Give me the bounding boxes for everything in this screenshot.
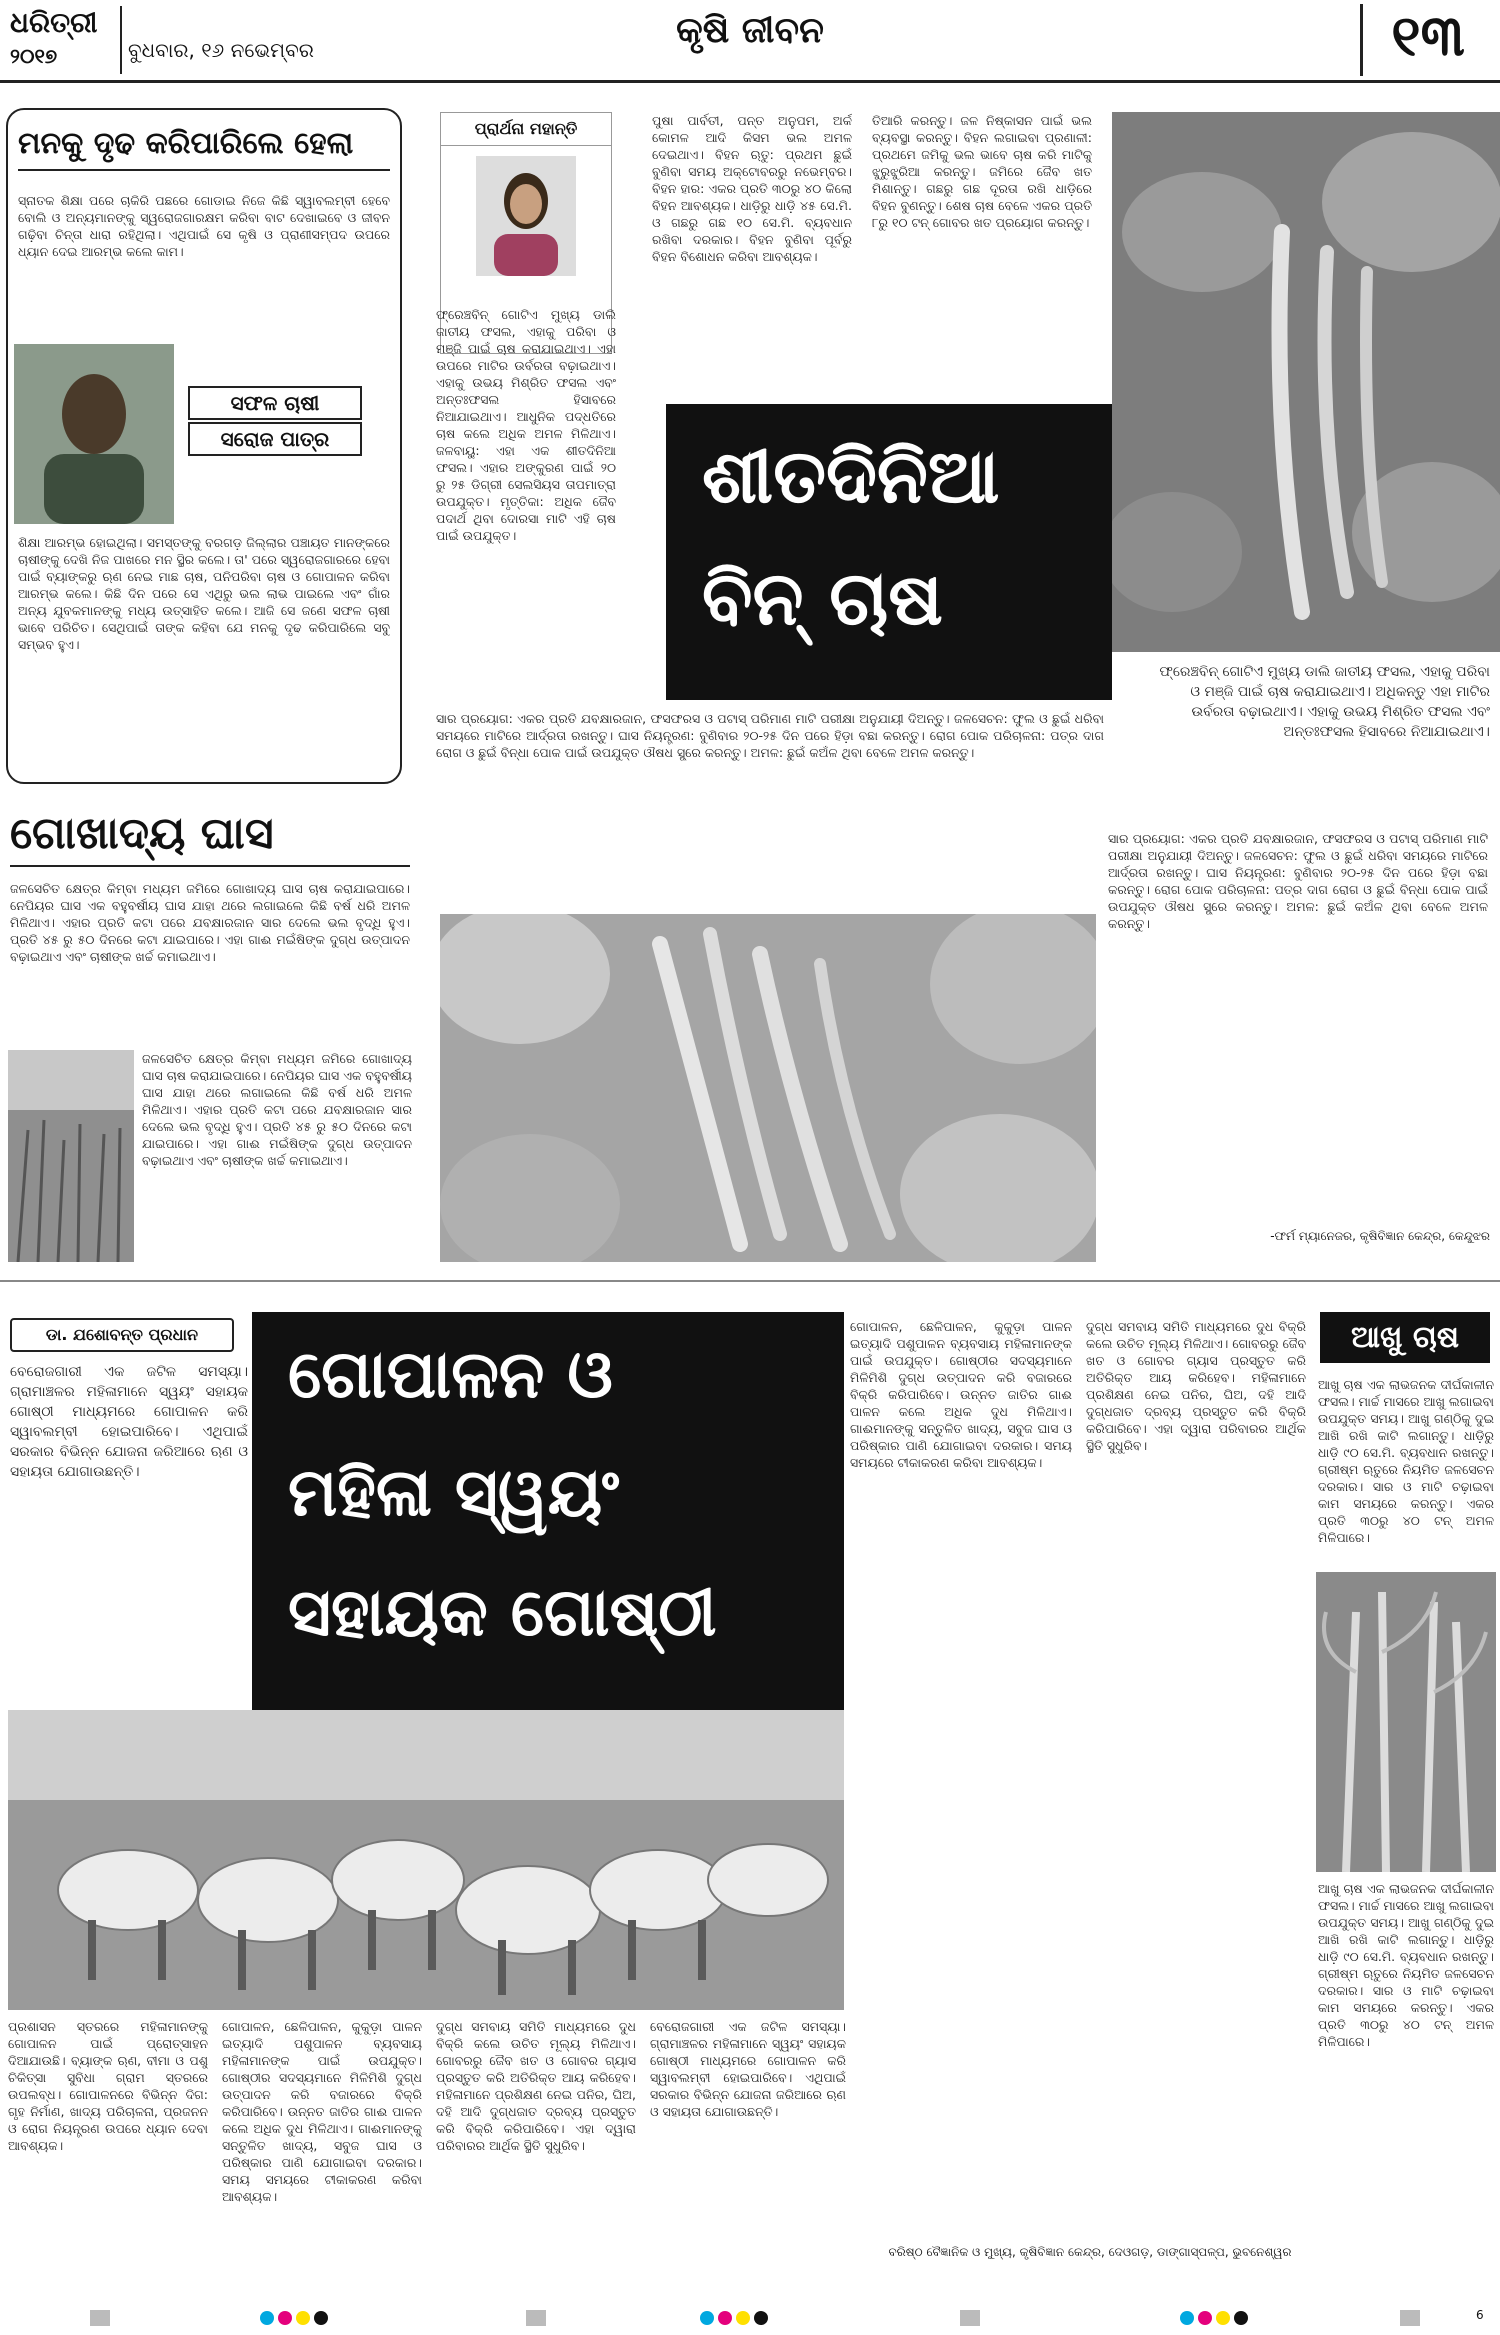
print-mark-right [960, 2310, 980, 2326]
masthead-year: ୨୦୧୭ [10, 44, 58, 68]
print-mark-far-right [1400, 2310, 1420, 2326]
farmer-name-label: ସରୋଜ ପାତ୍ର [188, 422, 362, 456]
fodder-grass-body: ଜଳସେଚିତ କ୍ଷେତ୍ର କିମ୍ବା ମଧ୍ୟମ ଜମିରେ ଗୋଖାଦ୍ୟ ଘାସ ଚାଷ କରାଯାଇପାରେ। ନେପିୟର ଘାସ ଏକ ବହୁବର୍ଷୀୟ ଘାସ ଯାହା ଥରେ ଲଗାଇଲେ କିଛି ବର୍ଷ ଧରି ଅମଳ ମିଳିଥାଏ। ଏହାର ପ୍ରତି କଟା ପରେ ଯବକ୍ଷାରଜାନ ସାର ଦେଲେ ଭଲ ବୃଦ୍ଧି ହୁଏ। ପ୍ରତି ୪୫ ରୁ ୫୦ ଦିନରେ କଟା ଯାଇପାରେ। ଏହା ଗାଈ ମଇଁଷିଙ୍କ ଦୁଗ୍ଧ ଉତ୍ପାଦନ ବଢ଼ାଇଥାଏ ଏବଂ ଚାଷୀଙ୍କ ଖର୍ଚ୍ଚ କମାଇଥାଏ। [10, 881, 410, 964]
sugarcane-photo [1316, 1572, 1496, 1872]
sugarcane-title: ଆଖୁ ଚାଷ [1320, 1312, 1490, 1363]
beans-photo-top [1112, 112, 1500, 652]
masthead-name: ଧରିତ୍ରୀ [10, 6, 98, 39]
sugarcane-body-2: ଆଖୁ ଚାଷ ଏକ ଲାଭଜନକ ଦୀର୍ଘକାଳୀନ ଫସଲ। ମାର୍ଚ୍ଚ ମାସରେ ଆଖୁ ଲଗାଇବା ଉପଯୁକ୍ତ ସମୟ। ଆଖୁ ଗଣ୍ଠିକୁ ଦୁଇ ଆଖି ରଖି କାଟି ଲଗାନ୍ତୁ। ଧାଡ଼ିରୁ ଧାଡ଼ି ୯୦ ସେ.ମି. ବ୍ୟବଧାନ ରଖନ୍ତୁ। ଗ୍ରୀଷ୍ମ ଋତୁରେ ନିୟମିତ ଜଳସେଚନ ଦରକାର। ସାର ଓ ମାଟି ଚଢ଼ାଇବା କାମ ସମୟରେ କରନ୍ତୁ। ଏକର ପ୍ରତି ୩୦ରୁ ୪୦ ଟନ୍ ଅମଳ ମିଳିପାରେ। [1318, 1881, 1494, 2049]
bean-pods-icon [440, 914, 1096, 1262]
print-mark-left [90, 2310, 110, 2326]
cattle-herd-photo [8, 1710, 844, 2010]
issue-date: ବୁଧବାର, ୧୬ ନଭେମ୍ବର [128, 38, 314, 62]
masthead [10, 6, 122, 74]
page-divider [0, 1280, 1500, 1282]
beans-title-line2: ବିନ୍ ଚାଷ [702, 556, 943, 642]
beans-caption: ଫ୍ରେଞ୍ଚବିନ୍ ଗୋଟିଏ ମୁଖ୍ୟ ଡାଲି ଜାତୀୟ ଫସଲ, ଏହାକୁ ପରିବା ଓ ମଞ୍ଜି ପାଇଁ ଚାଷ କରାଯାଇଥାଏ। ଅଧିକନ୍ତୁ ଏହା ମାଟିର ଉର୍ବରତା ବଢ଼ାଇଥାଏ। ଏହାକୁ ଉଭୟ ମିଶ୍ରିତ ଫସଲ ଏବଂ ଅନ୍ତଃଫସଲ ହିସାବରେ ନିଆଯାଇଥାଏ। [1159, 664, 1490, 740]
print-registration-strip [0, 2308, 1500, 2328]
cattle-title-block [252, 1312, 844, 1712]
cattle-herd-icon [8, 1710, 844, 2010]
success-story-title: ମନକୁ ଦୃଢ କରିପାରିଲେ ହେଲା [18, 126, 390, 171]
cattle-col-a: ଗୋପାଳନ, ଛେଳିପାଳନ, କୁକୁଡ଼ା ପାଳନ ଇତ୍ୟାଦି ପଶୁପାଳନ ବ୍ୟବସାୟ ମହିଳାମାନଙ୍କ ପାଇଁ ଉପଯୁକ୍ତ। ଗୋଷ୍ଠୀର ସଦସ୍ୟମାନେ ମିଳିମିଶି ଦୁଗ୍ଧ ଉତ୍ପାଦନ କରି ବଜାରରେ ବିକ୍ରି କରିପାରିବେ। ଉନ୍ନତ ଜାତିର ଗାଈ ପାଳନ କଲେ ଅଧିକ ଦୁଧ ମିଳିଥାଏ। ଗାଈମାନଙ୍କୁ ସନ୍ତୁଳିତ ଖାଦ୍ୟ, ସବୁଜ ଘାସ ଓ ପରିଷ୍କାର ପାଣି ଯୋଗାଇବା ଦରକାର। ସମୟ ସମୟରେ ଟୀକାକରଣ କରିବା ଆବଶ୍ୟକ। [850, 1319, 1072, 1470]
cattle-lower-2: ଗୋପାଳନ, ଛେଳିପାଳନ, କୁକୁଡ଼ା ପାଳନ ଇତ୍ୟାଦି ପଶୁପାଳନ ବ୍ୟବସାୟ ମହିଳାମାନଙ୍କ ପାଇଁ ଉପଯୁକ୍ତ। ଗୋଷ୍ଠୀର ସଦସ୍ୟମାନେ ମିଳିମିଶି ଦୁଗ୍ଧ ଉତ୍ପାଦନ କରି ବଜାରରେ ବିକ୍ରି କରିପାରିବେ। ଉନ୍ନତ ଜାତିର ଗାଈ ପାଳନ କଲେ ଅଧିକ ଦୁଧ ମିଳିଥାଏ। ଗାଈମାନଙ୍କୁ ସନ୍ତୁଳିତ ଖାଦ୍ୟ, ସବୁଜ ଘାସ ଓ ପରିଷ୍କାର ପାଣି ଯୋଗାଇବା ଦରକାର। ସମୟ ସମୟରେ ଟୀକାକରଣ କରିବା ଆବଶ୍ୟକ। [222, 2019, 422, 2204]
beans-col-1: ଫ୍ରେଞ୍ଚବିନ୍ ଗୋଟିଏ ମୁଖ୍ୟ ଡାଲି ଜାତୀୟ ଫସଲ, ଏହାକୁ ପରିବା ଓ ମଞ୍ଜି ପାଇଁ ଚାଷ କରାଯାଇଥାଏ। ଏହା ଉପରେ ମାଟିର ଉର୍ବରତା ବଢ଼ାଇଥାଏ। ଏହାକୁ ଉଭୟ ମିଶ୍ରିତ ଫସଲ ଏବଂ ଅନ୍ତଃଫସଲ ହିସାବରେ ନିଆଯାଇଥାଏ। ଆଧୁନିକ ପଦ୍ଧତିରେ ଚାଷ କଲେ ଅଧିକ ଅମଳ ମିଳିଥାଏ। ଜଳବାୟୁ: ଏହା ଏକ ଶୀତଦିନିଆ ଫସଲ। ଏହାର ଅଙ୍କୁରଣ ପାଇଁ ୨୦ ରୁ ୨୫ ଡିଗ୍ରୀ ସେଲସିୟସ ତାପମାତ୍ରା ଉପଯୁକ୍ତ। ମୃତ୍ତିକା: ଅଧିକ ଜୈବ ପଦାର୍ଥ ଥିବା ଦୋରସା ମାଟି ଏହି ଚାଷ ପାଇଁ ଉପଯୁକ୍ତ। [436, 307, 616, 543]
beans-photo-bottom [440, 914, 1096, 1262]
color-dots-right [1180, 2310, 1252, 2329]
fodder-grass-title: ଗୋଖାଦ୍ୟ ଘାସ [10, 808, 410, 867]
beans-title-block [666, 404, 1112, 700]
cattle-title-line3: ସହାୟକ ଗୋଷ୍ଠୀ [288, 1574, 717, 1651]
section-title: କୃଷି ଜୀବନ [676, 10, 824, 51]
header-rule [0, 80, 1500, 83]
cattle-lower-3: ଦୁଗ୍ଧ ସମବାୟ ସମିତି ମାଧ୍ୟମରେ ଦୁଧ ବିକ୍ରି କଲେ ଉଚିତ ମୂଲ୍ୟ ମିଳିଥାଏ। ଗୋବରରୁ ଜୈବ ଖତ ଓ ଗୋବର ଗ୍ୟାସ ପ୍ରସ୍ତୁତ କରି ଅତିରିକ୍ତ ଆୟ କରିହେବ। ମହିଳାମାନେ ପ୍ରଶିକ୍ଷଣ ନେଇ ପନିର, ଘିଅ, ଦହି ଆଦି ଦୁଗ୍ଧଜାତ ଦ୍ରବ୍ୟ ପ୍ରସ୍ତୁତ କରି ବିକ୍ରି କରିପାରିବେ। ଏହା ଦ୍ୱାରା ପରିବାରର ଆର୍ଥିକ ସ୍ଥିତି ସୁଧୁରିବ। [436, 2019, 636, 2153]
cattle-lower-4: ବେରୋଜଗାରୀ ଏକ ଜଟିଳ ସମସ୍ୟା। ଗ୍ରାମାଞ୍ଚଳର ମହିଳାମାନେ ସ୍ୱୟଂ ସହାୟକ ଗୋଷ୍ଠୀ ମାଧ୍ୟମରେ ଗୋପାଳନ କରି ସ୍ୱାବଲମ୍ବୀ ହୋଇପାରିବେ। ଏଥିପାଇଁ ସରକାର ବିଭିନ୍ନ ଯୋଜନା ଜରିଆରେ ଋଣ ଓ ସହାୟତା ଯୋଗାଉଛନ୍ତି। [650, 2019, 846, 2119]
cattle-byline: ବରିଷ୍ଠ ବୈଜ୍ଞାନିକ ଓ ମୁଖ୍ୟ, କୃଷିବିଜ୍ଞାନ କେନ୍ଦ୍ର, ଦେଓଗଡ଼, ଡାଙ୍ଗାସ୍ପଳ୍ପ, ଭୁବନେଶ୍ୱର [888, 2245, 1292, 2259]
bean-plant-icon [1112, 112, 1500, 652]
author-photo [476, 156, 576, 276]
author-name: ପ୍ରାର୍ଥନା ମହାନ୍ତି [441, 113, 611, 146]
cattle-lower-1: ପ୍ରଶାସନ ସ୍ତରରେ ମହିଳାମାନଙ୍କୁ ଗୋପାଳନ ପାଇଁ ପ୍ରୋତ୍ସାହନ ଦିଆଯାଉଛି। ବ୍ୟାଙ୍କ ଋଣ, ବୀମା ଓ ପଶୁ ଚିକିତ୍ସା ସୁବିଧା ଗ୍ରାମ ସ୍ତରରେ ଉପଲବ୍ଧ। ଗୋପାଳନରେ ବିଭିନ୍ନ ଦିଗ: ଗୃହ ନିର୍ମାଣ, ଖାଦ୍ୟ ପରିଚାଳନା, ପ୍ରଜନନ ଓ ରୋଗ ନିୟନ୍ତ୍ରଣ ଉପରେ ଧ୍ୟାନ ଦେବା ଆବଶ୍ୟକ। [8, 2019, 208, 2153]
farmer-portrait-photo [14, 344, 174, 524]
author-portrait-icon [476, 156, 576, 276]
footer-page-marker: 6 [1476, 2308, 1484, 2322]
success-story-body: ଶିକ୍ଷା ଆରମ୍ଭ ହୋଇଥିଲା। ସମସ୍ତଙ୍କୁ ବରଗଡ଼ ଜିଲ୍ଲାର ପଞ୍ଚାୟତ ମାନଙ୍କରେ ଚାଷୀଙ୍କୁ ଦେଖି ନିଜ ପାଖରେ ମନ ସ୍ଥିର କଲେ। ତା' ପରେ ସ୍ୱରୋଜଗାରରେ ହେବା ପାଇଁ ବ୍ୟାଙ୍କରୁ ଋଣ ନେଇ ମାଛ ଚାଷ, ପନିପରିବା ଚାଷ ଓ ଗୋପାଳନ କରିବା ଆରମ୍ଭ କଲେ। କିଛି ଦିନ ପରେ ସେ ଏଥିରୁ ଭଲ ଲାଭ ପାଇଲେ ଏବଂ ଗାଁର ଅନ୍ୟ ଯୁବକମାନଙ୍କୁ ମଧ୍ୟ ଉତ୍ସାହିତ କଲେ। ଆଜି ସେ ଜଣେ ସଫଳ ଚାଷୀ ଭାବେ ପରିଚିତ। ସେଥିପାଇଁ ତାଙ୍କ କହିବା ଯେ ମନକୁ ଦୃଢ କରିପାରିଲେ ସବୁ ସମ୍ଭବ ହୁଏ। [18, 535, 390, 652]
grass-field-icon [8, 1050, 134, 1262]
cattle-lead: ବେରୋଜଗାରୀ ଏକ ଜଟିଳ ସମସ୍ୟା। ଗ୍ରାମାଞ୍ଚଳର ମହିଳାମାନେ ସ୍ୱୟଂ ସହାୟକ ଗୋଷ୍ଠୀ ମାଧ୍ୟମରେ ଗୋପାଳନ କରି ସ୍ୱାବଲମ୍ବୀ ହୋଇପାରିବେ। ଏଥିପାଇଁ ସରକାର ବିଭିନ୍ନ ଯୋଜନା ଜରିଆରେ ଋଣ ଓ ସହାୟତା ଯୋଗାଉଛନ୍ତି। [10, 1364, 248, 1480]
color-dots-left [260, 2310, 332, 2329]
cattle-author: ଡା. ଯଶୋବନ୍ତ ପ୍ରଧାନ [10, 1318, 234, 1352]
sugarcane-plant-icon [1316, 1572, 1496, 1872]
cattle-title-line2: ମହିଳା ସ୍ୱୟଂ [288, 1454, 620, 1531]
beans-right-col: ସାର ପ୍ରୟୋଗ: ଏକର ପ୍ରତି ଯବକ୍ଷାରଜାନ, ଫସଫରସ ଓ ପଟାସ୍ ପରିମାଣ ମାଟି ପରୀକ୍ଷା ଅନୁଯାୟୀ ଦିଅନ୍ତୁ। ଜଳସେଚନ: ଫୁଲ ଓ ଛୁଇଁ ଧରିବା ସମୟରେ ମାଟିରେ ଆର୍ଦ୍ରତା ରଖନ୍ତୁ। ଘାସ ନିୟନ୍ତ୍ରଣ: ବୁଣିବାର ୨୦-୨୫ ଦିନ ପରେ ହିଡ଼ା ବଛା କରନ୍ତୁ। ରୋଗ ପୋକ ପରିଚାଳନା: ପତ୍ର ଦାଗ ରୋଗ ଓ ଛୁଇଁ ବିନ୍ଧା ପୋକ ପାଇଁ ଉପଯୁକ୍ତ ଔଷଧ ସ୍ପ୍ରେ କରନ୍ତୁ। ଅମଳ: ଛୁଇଁ କଅଁଳ ଥିବା ବେଳେ ଅମଳ କରନ୍ତୁ। [1108, 831, 1488, 931]
beans-title-line1: ଶୀତଦିନିଆ [702, 434, 1000, 520]
fodder-grass-photo [8, 1050, 134, 1262]
success-story-lead: ସ୍ନାତକ ଶିକ୍ଷା ପରେ ଚାକିରି ପଛରେ ଗୋଡାଇ ନିଜେ କିଛି ସ୍ୱାବଲମ୍ବୀ ହେବେ ବୋଲି ଓ ଅନ୍ୟମାନଙ୍କୁ ସ୍ୱରୋଜଗାରକ୍ଷମ କରିବା ବାଟ ଦେଖାଇବେ ଓ ଜୀବନ ଗଢ଼ିବା ଚିନ୍ତା ଧାରା ରହିଥିଲା। ଏଥିପାଇଁ ସେ କୃଷି ଓ ପ୍ରାଣୀସମ୍ପଦ ଉପରେ ଧ୍ୟାନ ଦେଇ ଆରମ୍ଭ କଲେ କାମ। [18, 193, 390, 259]
print-mark-center [526, 2310, 546, 2326]
cattle-title-line1: ଗୋପାଳନ ଓ [288, 1336, 613, 1413]
beans-lower-text: ସାର ପ୍ରୟୋଗ: ଏକର ପ୍ରତି ଯବକ୍ଷାରଜାନ, ଫସଫରସ ଓ ପଟାସ୍ ପରିମାଣ ମାଟି ପରୀକ୍ଷା ଅନୁଯାୟୀ ଦିଅନ୍ତୁ। ଜଳସେଚନ: ଫୁଲ ଓ ଛୁଇଁ ଧରିବା ସମୟରେ ମାଟିରେ ଆର୍ଦ୍ରତା ରଖନ୍ତୁ। ଘାସ ନିୟନ୍ତ୍ରଣ: ବୁଣିବାର ୨୦-୨୫ ଦିନ ପରେ ହିଡ଼ା ବଛା କରନ୍ତୁ। ରୋଗ ପୋକ ପରିଚାଳନା: ପତ୍ର ଦାଗ ରୋଗ ଓ ଛୁଇଁ ବିନ୍ଧା ପୋକ ପାଇଁ ଉପଯୁକ୍ତ ଔଷଧ ସ୍ପ୍ରେ କରନ୍ତୁ। ଅମଳ: ଛୁଇଁ କଅଁଳ ଥିବା ବେଳେ ଅମଳ କରନ୍ତୁ। [436, 711, 1104, 760]
success-farmer-label: ସଫଳ ଚାଷୀ [188, 386, 362, 420]
fodder-grass-body-2: ଜଳସେଚିତ କ୍ଷେତ୍ର କିମ୍ବା ମଧ୍ୟମ ଜମିରେ ଗୋଖାଦ୍ୟ ଘାସ ଚାଷ କରାଯାଇପାରେ। ନେପିୟର ଘାସ ଏକ ବହୁବର୍ଷୀୟ ଘାସ ଯାହା ଥରେ ଲଗାଇଲେ କିଛି ବର୍ଷ ଧରି ଅମଳ ମିଳିଥାଏ। ଏହାର ପ୍ରତି କଟା ପରେ ଯବକ୍ଷାରଜାନ ସାର ଦେଲେ ଭଲ ବୃଦ୍ଧି ହୁଏ। ପ୍ରତି ୪୫ ରୁ ୫୦ ଦିନରେ କଟା ଯାଇପାରେ। ଏହା ଗାଈ ମଇଁଷିଙ୍କ ଦୁଗ୍ଧ ଉତ୍ପାଦନ ବଢ଼ାଇଥାଏ ଏବଂ ଚାଷୀଙ୍କ ଖର୍ଚ୍ଚ କମାଇଥାଏ। [142, 1051, 412, 1168]
beans-col-2: ପୁଷା ପାର୍ବତୀ, ପନ୍ତ ଅନୁପମ, ଅର୍କ କୋମଳ ଆଦି କିସମ ଭଲ ଅମଳ ଦେଇଥାଏ। ବିହନ ଋତୁ: ପ୍ରଥମ ଛୁଇଁ ବୁଣିବା ସମୟ ଅକ୍ଟୋବରରୁ ନଭେମ୍ବର। ବିହନ ହାର: ଏକର ପ୍ରତି ୩୦ରୁ ୪୦ କିଲୋ ବିହନ ଆବଶ୍ୟକ। ଧାଡ଼ିରୁ ଧାଡ଼ି ୪୫ ସେ.ମି. ଓ ଗଛରୁ ଗଛ ୧୦ ସେ.ମି. ବ୍ୟବଧାନ ରଖିବା ଦରକାର। ବିହନ ବୁଣିବା ପୂର୍ବରୁ ବିହନ ବିଶୋଧନ କରିବା ଆବଶ୍ୟକ। [652, 113, 852, 264]
beans-byline: -ଫର୍ମ ମ୍ୟାନେଜର, କୃଷିବିଜ୍ଞାନ କେନ୍ଦ୍ର, କେନ୍ଦୁଝର [1270, 1229, 1490, 1243]
page-number: ୧୩ [1360, 4, 1493, 76]
farmer-portrait-icon [14, 344, 174, 524]
sugarcane-body: ଆଖୁ ଚାଷ ଏକ ଲାଭଜନକ ଦୀର୍ଘକାଳୀନ ଫସଲ। ମାର୍ଚ୍ଚ ମାସରେ ଆଖୁ ଲଗାଇବା ଉପଯୁକ୍ତ ସମୟ। ଆଖୁ ଗଣ୍ଠିକୁ ଦୁଇ ଆଖି ରଖି କାଟି ଲଗାନ୍ତୁ। ଧାଡ଼ିରୁ ଧାଡ଼ି ୯୦ ସେ.ମି. ବ୍ୟବଧାନ ରଖନ୍ତୁ। ଗ୍ରୀଷ୍ମ ଋତୁରେ ନିୟମିତ ଜଳସେଚନ ଦରକାର। ସାର ଓ ମାଟି ଚଢ଼ାଇବା କାମ ସମୟରେ କରନ୍ତୁ। ଏକର ପ୍ରତି ୩୦ରୁ ୪୦ ଟନ୍ ଅମଳ ମିଳିପାରେ। [1318, 1377, 1494, 1545]
beans-col-3: ତିଆରି କରନ୍ତୁ। ଜଳ ନିଷ୍କାସନ ପାଇଁ ଭଲ ବ୍ୟବସ୍ଥା କରନ୍ତୁ। ବିହନ ଲଗାଇବା ପ୍ରଣାଳୀ: ପ୍ରଥମେ ଜମିକୁ ଭଲ ଭାବେ ଚାଷ କରି ମାଟିକୁ ଝୁରୁଝୁରିଆ କରନ୍ତୁ। ଜମିରେ ଜୈବ ଖତ ମିଶାନ୍ତୁ। ଗଛରୁ ଗଛ ଦୂରତା ରଖି ଧାଡ଼ିରେ ବିହନ ବୁଣନ୍ତୁ। ଶେଷ ଚାଷ ବେଳେ ଏକର ପ୍ରତି ୮ରୁ ୧୦ ଟନ୍ ଗୋବର ଖତ ପ୍ରୟୋଗ କରନ୍ତୁ। [872, 113, 1092, 230]
color-dots-center [700, 2310, 772, 2329]
success-story-box [6, 108, 402, 784]
cattle-col-b: ଦୁଗ୍ଧ ସମବାୟ ସମିତି ମାଧ୍ୟମରେ ଦୁଧ ବିକ୍ରି କଲେ ଉଚିତ ମୂଲ୍ୟ ମିଳିଥାଏ। ଗୋବରରୁ ଜୈବ ଖତ ଓ ଗୋବର ଗ୍ୟାସ ପ୍ରସ୍ତୁତ କରି ଅତିରିକ୍ତ ଆୟ କରିହେବ। ମହିଳାମାନେ ପ୍ରଶିକ୍ଷଣ ନେଇ ପନିର, ଘିଅ, ଦହି ଆଦି ଦୁଗ୍ଧଜାତ ଦ୍ରବ୍ୟ ପ୍ରସ୍ତୁତ କରି ବିକ୍ରି କରିପାରିବେ। ଏହା ଦ୍ୱାରା ପରିବାରର ଆର୍ଥିକ ସ୍ଥିତି ସୁଧୁରିବ। [1086, 1319, 1306, 1453]
